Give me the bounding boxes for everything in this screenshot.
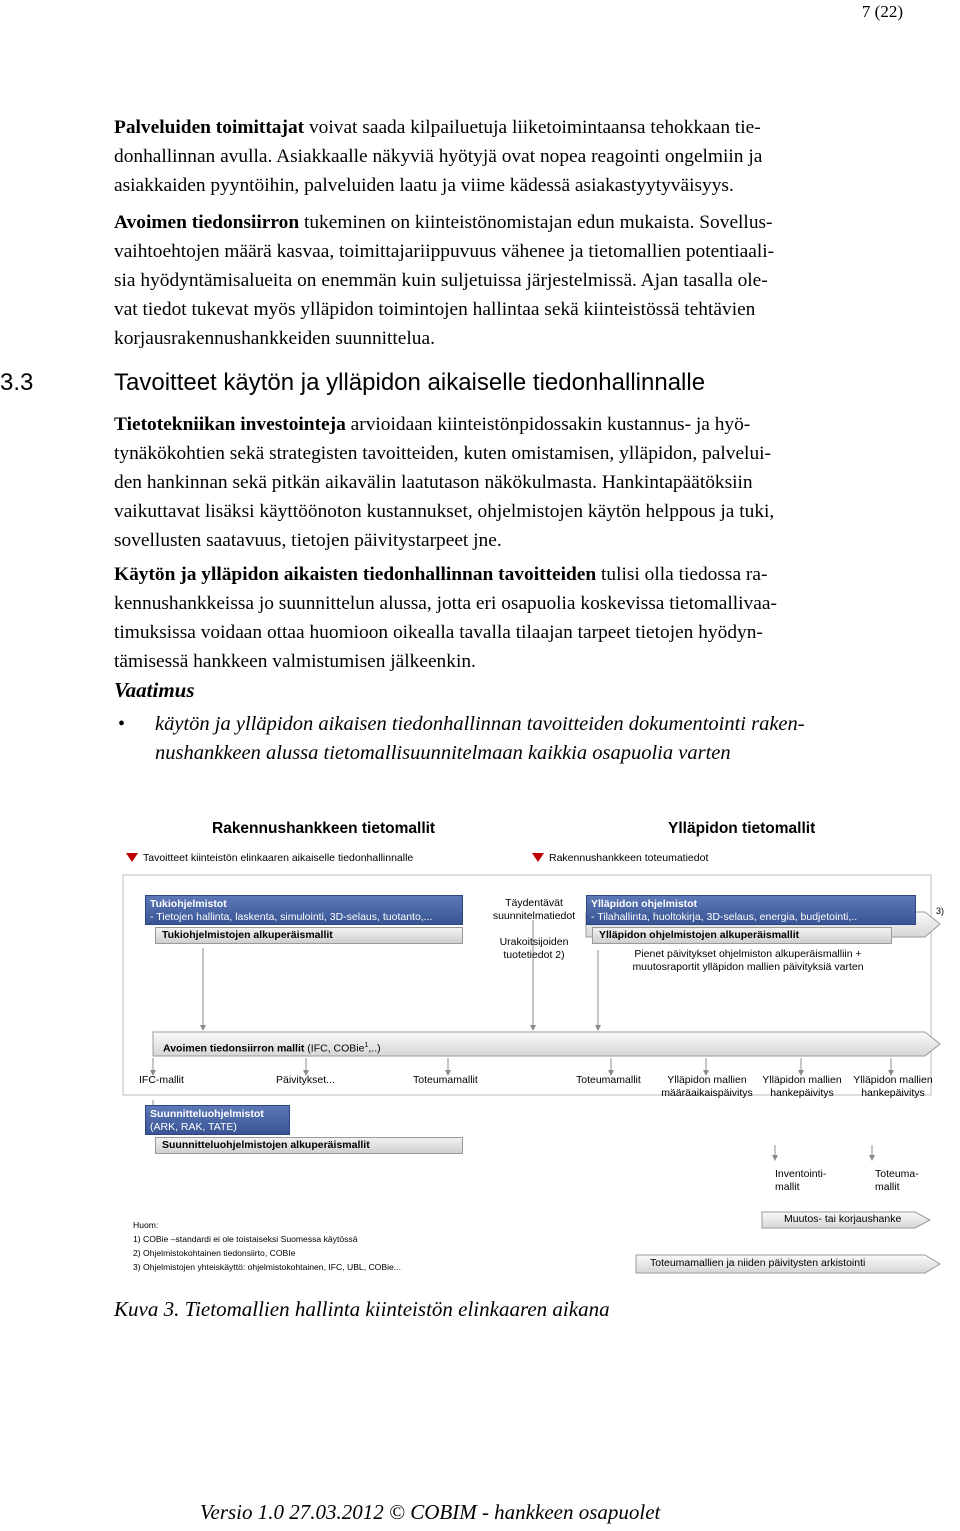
figure-left-title: Rakennushankkeen tietomallit: [212, 820, 436, 837]
section-title: Tavoitteet käytön ja ylläpidon aikaiselle tiedonhallinnalle: [114, 369, 706, 396]
paragraph-goals: [114, 560, 922, 676]
left-marker-text: Tavoitteet kiinteistön elinkaaren aikaiselle tiedonhallinnalle: [143, 852, 414, 864]
archiving-label: Toteumamallien ja niiden päivitysten arkistointi: [650, 1257, 866, 1269]
requirement-line: käytön ja ylläpidon aikaisen tiedonhallinnan tavoitteiden dokumentointi raken-: [155, 713, 805, 735]
paragraph-service-providers: [114, 113, 922, 200]
label: (IFC, COBie: [304, 1042, 365, 1055]
supplementing-info: [488, 897, 580, 923]
maintenance-originals-box: [592, 927, 892, 944]
contractor-info: [488, 936, 580, 962]
paragraph-line: korjausrakennushankkeiden suunnittelua.: [114, 328, 435, 349]
box-desc: - Tietojen hallinta, laskenta, simulointi, 3D-selaus, tuotanto,...: [150, 911, 433, 923]
label: Ylläpidon mallien: [667, 1074, 747, 1086]
label: Pienet päivitykset ohjelmiston alkuperäismalliin +: [634, 948, 862, 960]
right-marker-text: Rakennushankkeen toteumatiedot: [549, 852, 709, 864]
box-title: Tukiohjelmistot: [150, 898, 227, 910]
as-built-label: Toteumamallit: [413, 1074, 478, 1086]
change-project-label: Muutos- tai korjaushanke: [784, 1213, 902, 1225]
note-title: Huom:: [133, 1220, 159, 1230]
text: voivat saada kilpailuetuja liiketoimintaansa tehokkaan tie-: [304, 117, 761, 138]
label: ,..): [368, 1042, 381, 1055]
superscript: 1: [364, 1042, 369, 1049]
paragraph-line: kennushankkeissa jo suunnittelun alussa, jotta eri osapuolia koskevissa tietomallivaa-: [114, 593, 777, 614]
project-update-label: [757, 1074, 847, 1100]
paragraph-line: tämisessä hankkeen valmistumisen jälkeenkin.: [114, 651, 476, 672]
paragraph-line: tynäkökohtien sekä strategisten tavoitteiden, kuten omistamisen, ylläpidon, palvelui-: [114, 443, 771, 464]
paragraph-line: vaikuttavat lisäksi käyttöönoton kustannukset, ohjelmistojen käytön helppous ja tuki,: [114, 501, 775, 522]
paragraph-line: vaihtoehtojen määrä kasvaa, toimittajariippuvuus vähenee ja tietomallien potentiaali-: [114, 241, 775, 262]
label: Ylläpidon mallien: [762, 1074, 842, 1086]
bold-lead: Palveluiden toimittajat: [114, 117, 305, 138]
note-item: 2) Ohjelmistokohtainen tiedonsiirto, COBIe: [133, 1248, 296, 1258]
support-programs-box: [145, 895, 463, 925]
asbuilt-models-label: [875, 1168, 919, 1194]
figure-right-title: Ylläpidon tietomallit: [668, 820, 816, 837]
marker-triangle-icon: [126, 853, 138, 862]
bold-lead: Avoimen tiedonsiirron: [114, 212, 300, 233]
bold-lead: Tietotekniikan investointeja: [114, 414, 346, 435]
paragraph-line: [114, 560, 922, 589]
footnote-3: 3): [936, 906, 945, 916]
label: Toteuma-: [875, 1168, 919, 1180]
section-number: 3.3: [0, 369, 34, 396]
paragraph-line: asiakkaiden pyyntöihin, palveluiden laatu ja viime kädessä asiakastyytyväisyys.: [114, 175, 734, 196]
box-title: Ylläpidon ohjelmistot: [591, 898, 698, 910]
note-item: 3) Ohjelmistojen yhteiskäyttö: ohjelmistokohtainen, IFC, UBL, COBie...: [133, 1262, 401, 1272]
paragraph-line: timuksissa voidaan ottaa huomioon oikealla tavalla tilaajan tarpeet tietojen hyödyn-: [114, 622, 763, 643]
ifc-models-label: IFC-mallit: [139, 1074, 184, 1086]
text: arvioidaan kiinteistönpidossakin kustannus- ja hyö-: [345, 414, 751, 435]
paragraph-open-transfer: [114, 208, 922, 353]
lifecycle-diagram: [0, 800, 960, 1290]
figure-caption: Kuva 3. Tietomallien hallinta kiinteistön elinkaaren aikana: [114, 1297, 610, 1321]
paragraph-line: sovellusten saatavuus, tietojen päivitystarpeet jne.: [114, 530, 502, 551]
requirement-line: nushankkeen alussa tietomallisuunnitelmaan kaikkia osapuolia varten: [155, 742, 731, 764]
label: mallit: [875, 1181, 900, 1193]
periodic-update-label: [655, 1074, 759, 1100]
label: muutosraportit ylläpidon mallien päivityksiä varten: [632, 961, 864, 973]
bold-lead: Käytön ja ylläpidon aikaisten tiedonhallinnan tavoitteiden: [114, 564, 597, 585]
text: tukeminen on kiinteistönomistajan edun mukaista. Sovellus-: [299, 212, 773, 233]
label: Inventointi-: [775, 1168, 827, 1180]
label: suunnitelmatiedot: [492, 910, 576, 922]
paragraph-line: [114, 113, 922, 142]
page-number: 7 (22): [861, 2, 903, 21]
paragraph-line: [114, 410, 922, 439]
maintenance-programs-box: [586, 895, 916, 925]
box-label: Tukiohjelmistojen alkuperäismallit: [162, 929, 333, 941]
page-footer: Versio 1.0 27.03.2012 © COBIM - hankkeen osapuolet: [200, 1500, 661, 1524]
bold-label: Avoimen tiedonsiirron mallit: [163, 1042, 305, 1055]
project-update-label: [848, 1074, 938, 1100]
box-desc: - Tilahallinta, huoltokirja, 3D-selaus, energia, budjetointi,..: [591, 911, 858, 923]
note-block: [133, 1218, 401, 1274]
small-updates-note: [605, 948, 891, 974]
text: tulisi olla tiedossa ra-: [596, 564, 768, 585]
inventory-models-label: [775, 1168, 826, 1194]
label: Ylläpidon mallien: [853, 1074, 933, 1086]
label: hankepäivitys: [770, 1087, 834, 1099]
box-title: Suunnitteluohjelmistot: [150, 1108, 264, 1120]
paragraph-it-investments: [114, 410, 922, 555]
requirement-heading: Vaatimus: [114, 678, 195, 702]
paragraph-line: vat tiedot tukevat myös ylläpidon toimintojen hallintaa sekä kiinteistössä tehtävien: [114, 299, 756, 320]
label: Urakoitsijoiden: [499, 936, 569, 948]
paragraph-line: sia hyödyntämisalueita on enemmän kuin suljetuissa järjestelmissä. Ajan tasalla ole-: [114, 270, 768, 291]
support-originals-box: [155, 927, 463, 944]
as-built-label: Toteumamallit: [576, 1074, 641, 1086]
label: Täydentävät: [505, 897, 563, 909]
design-programs-box: [145, 1105, 290, 1135]
paragraph-line: [114, 208, 922, 237]
paragraph-line: den hankinnan sekä pitkän aikavälin laatutason näkökulmasta. Hankintapäätöksiin: [114, 472, 753, 493]
box-label: Suunnitteluohjelmistojen alkuperäismallit: [162, 1139, 370, 1151]
open-transfer-label: [163, 1039, 381, 1056]
marker-triangle-icon: [532, 853, 544, 862]
box-desc: (ARK, RAK, TATE): [150, 1121, 237, 1133]
bullet-icon: •: [118, 713, 126, 735]
label: mallit: [775, 1181, 800, 1193]
paragraph-line: donhallinnan avulla. Asiakkaalle näkyviä hyötyjä ovat nopea reagointi ongelmiin ja: [114, 146, 763, 167]
updates-label: Päivitykset...: [276, 1074, 335, 1086]
label: tuotetiedot 2): [503, 949, 565, 961]
label: hankepäivitys: [861, 1087, 925, 1099]
box-label: Ylläpidon ohjelmistojen alkuperäismallit: [599, 929, 800, 941]
note-item: 1) COBie –standardi ei ole toistaiseksi Suomessa käytössä: [133, 1234, 358, 1244]
label: määräaikaispäivitys: [661, 1087, 753, 1099]
design-originals-box: [155, 1137, 463, 1154]
